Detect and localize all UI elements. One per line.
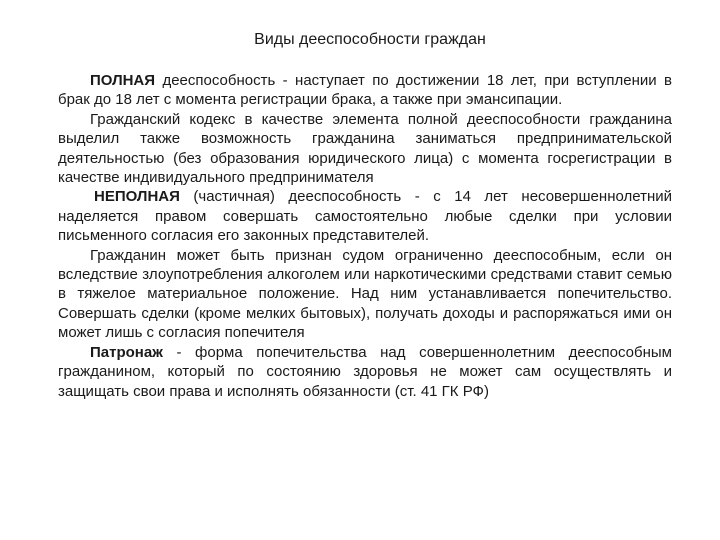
paragraph-patronage [58, 343, 672, 401]
slide-title: Виды дееспособности граждан [254, 31, 486, 48]
paragraph-text: Гражданин может быть признан судом ограниченно дееспособным, если он вследствие злоупотребления алкоголем или наркотическими средствами ставит семью в тяжелое материальное положение. Над ним устанавливается попечительство. Совершать сделки (кроме мелких бытовых), получать доходы и распоряжаться ими он может лишь с согласия попечителя [58, 246, 672, 342]
term-partial: НЕПОЛНАЯ [94, 188, 180, 206]
paragraph-civil-code [58, 110, 672, 188]
paragraph-partial-capacity [58, 187, 672, 245]
paragraph-text: - форма попечительства над совершеннолетним дееспособным гражданином, который по состоянию здоровья не может сам осуществлять и защищать свои права и исполнять обязанности (ст. 41 ГК РФ) [58, 343, 672, 400]
paragraph-text: Гражданский кодекс в качестве элемента полной дееспособности гражданина выделил также возможность гражданина заниматься предпринимательской деятельностью (без образования юридического лица) с момента госрегистрации в качестве индивидуального предпринимателя [58, 110, 672, 187]
paragraph-full-capacity [58, 71, 672, 110]
term-full: ПОЛНАЯ [90, 72, 156, 89]
slide-body [58, 71, 672, 401]
term-patronage: Патронаж [90, 343, 163, 361]
paragraph-text: дееспособность - наступает по достижении 18 лет, при вступлении в брак до 18 лет с момента регистрации брака, а также при эмансипации. [58, 72, 672, 109]
paragraph-limited-capacity [58, 246, 672, 343]
paragraph-text: (частичная) дееспособность - с 14 лет несовершеннолетний наделяется правом совершать самостоятельно любые сделки при условии письменного согласия его законных представителей. [58, 188, 672, 245]
